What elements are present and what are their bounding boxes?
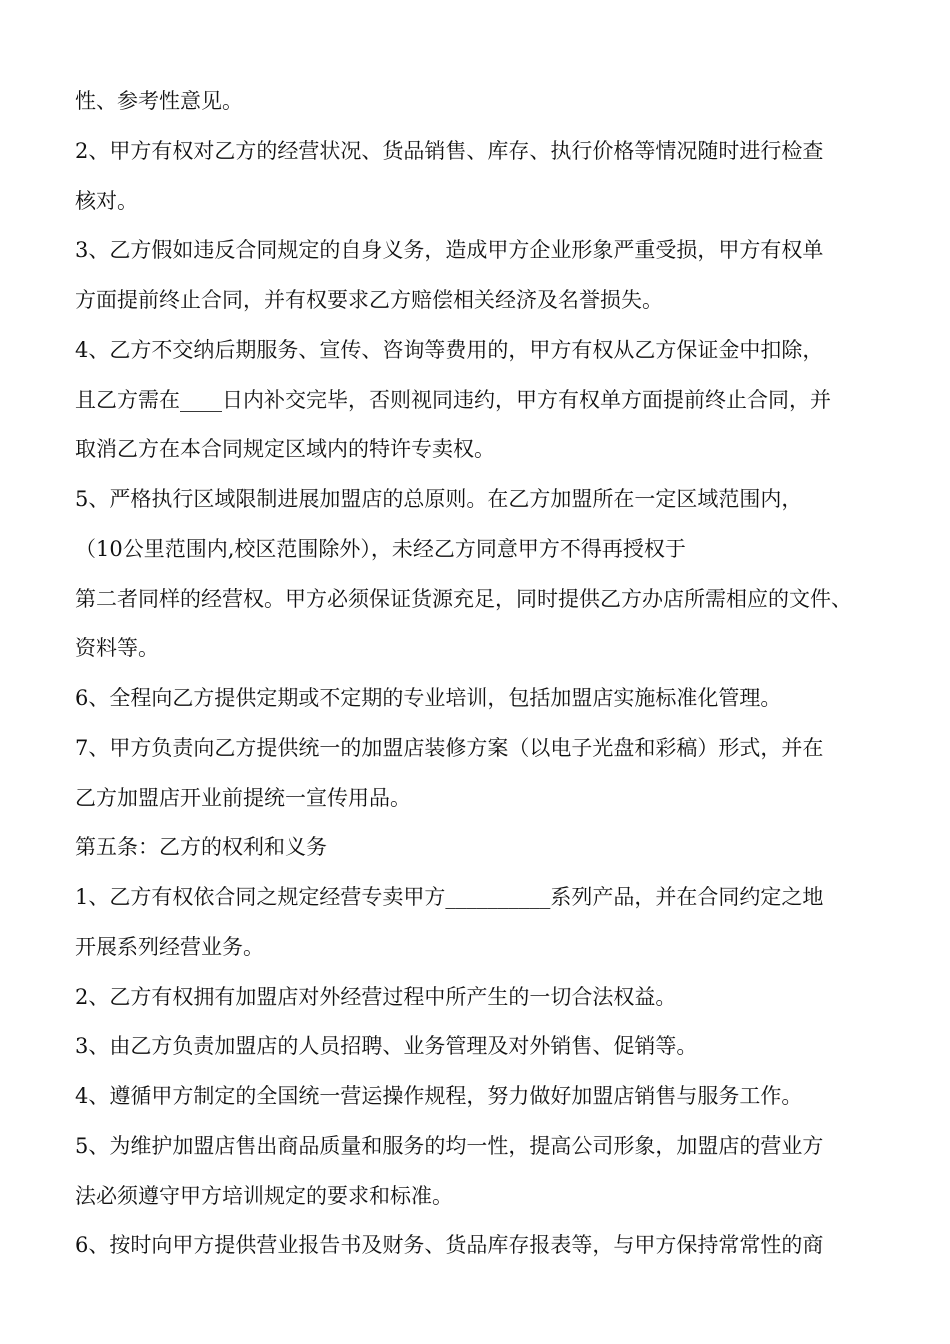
text-line: 第二者同样的经营权。甲方必须保证货源充足，同时提供乙方办店所需相应的文件、 [75,587,852,611]
text-line: 核对。 [75,189,138,213]
text-line: 5、严格执行区域限制进展加盟店的总原则。在乙方加盟所在一定区域范围内， [75,487,803,511]
text-line: 2、甲方有权对乙方的经营状况、货品销售、库存、执行价格等情况随时进行检查 [75,139,824,163]
text-line: 法必须遵守甲方培训规定的要求和标准。 [75,1184,453,1208]
text-line: 2、乙方有权拥有加盟店对外经营过程中所产生的一切合法权益。 [75,985,677,1009]
text-line: 4、遵循甲方制定的全国统一营运操作规程，努力做好加盟店销售与服务工作。 [75,1084,803,1108]
text-line: 5、为维护加盟店售出商品质量和服务的均一性，提高公司形象，加盟店的营业方 [75,1134,824,1158]
text-line: （10公里范围内,校区范围除外），未经乙方同意甲方不得再授权于 [75,537,686,561]
text-line: 性、参考性意见。 [75,89,243,113]
text-line: 资料等。 [75,636,159,660]
text-line: 6、按时向甲方提供营业报告书及财务、货品库存报表等，与甲方保持常常性的商 [75,1233,824,1257]
text-line: 取消乙方在本合同规定区域内的特许专卖权。 [75,437,495,461]
text-line: 1、乙方有权依合同之规定经营专卖甲方__________系列产品，并在合同约定之地 [75,885,824,909]
text-line: 方面提前终止合同，并有权要求乙方赔偿相关经济及名誉损失。 [75,288,663,312]
text-line: 乙方加盟店开业前提统一宣传用品。 [75,786,411,810]
text-line: 7、甲方负责向乙方提供统一的加盟店装修方案（以电子光盘和彩稿）形式，并在 [75,736,824,760]
text-line: 3、由乙方负责加盟店的人员招聘、业务管理及对外销售、促销等。 [75,1034,698,1058]
text-line: 3、乙方假如违反合同规定的自身义务，造成甲方企业形象严重受损，甲方有权单 [75,238,824,262]
text-line: 开展系列经营业务。 [75,935,264,959]
text-line: 6、全程向乙方提供定期或不定期的专业培训，包括加盟店实施标准化管理。 [75,686,782,710]
text-line: 4、乙方不交纳后期服务、宣传、咨询等费用的，甲方有权从乙方保证金中扣除， [75,338,824,362]
section-heading: 第五条：乙方的权利和义务 [75,835,327,859]
text-line: 且乙方需在____日内补交完毕，否则视同违约，甲方有权单方面提前终止合同，并 [75,388,831,412]
